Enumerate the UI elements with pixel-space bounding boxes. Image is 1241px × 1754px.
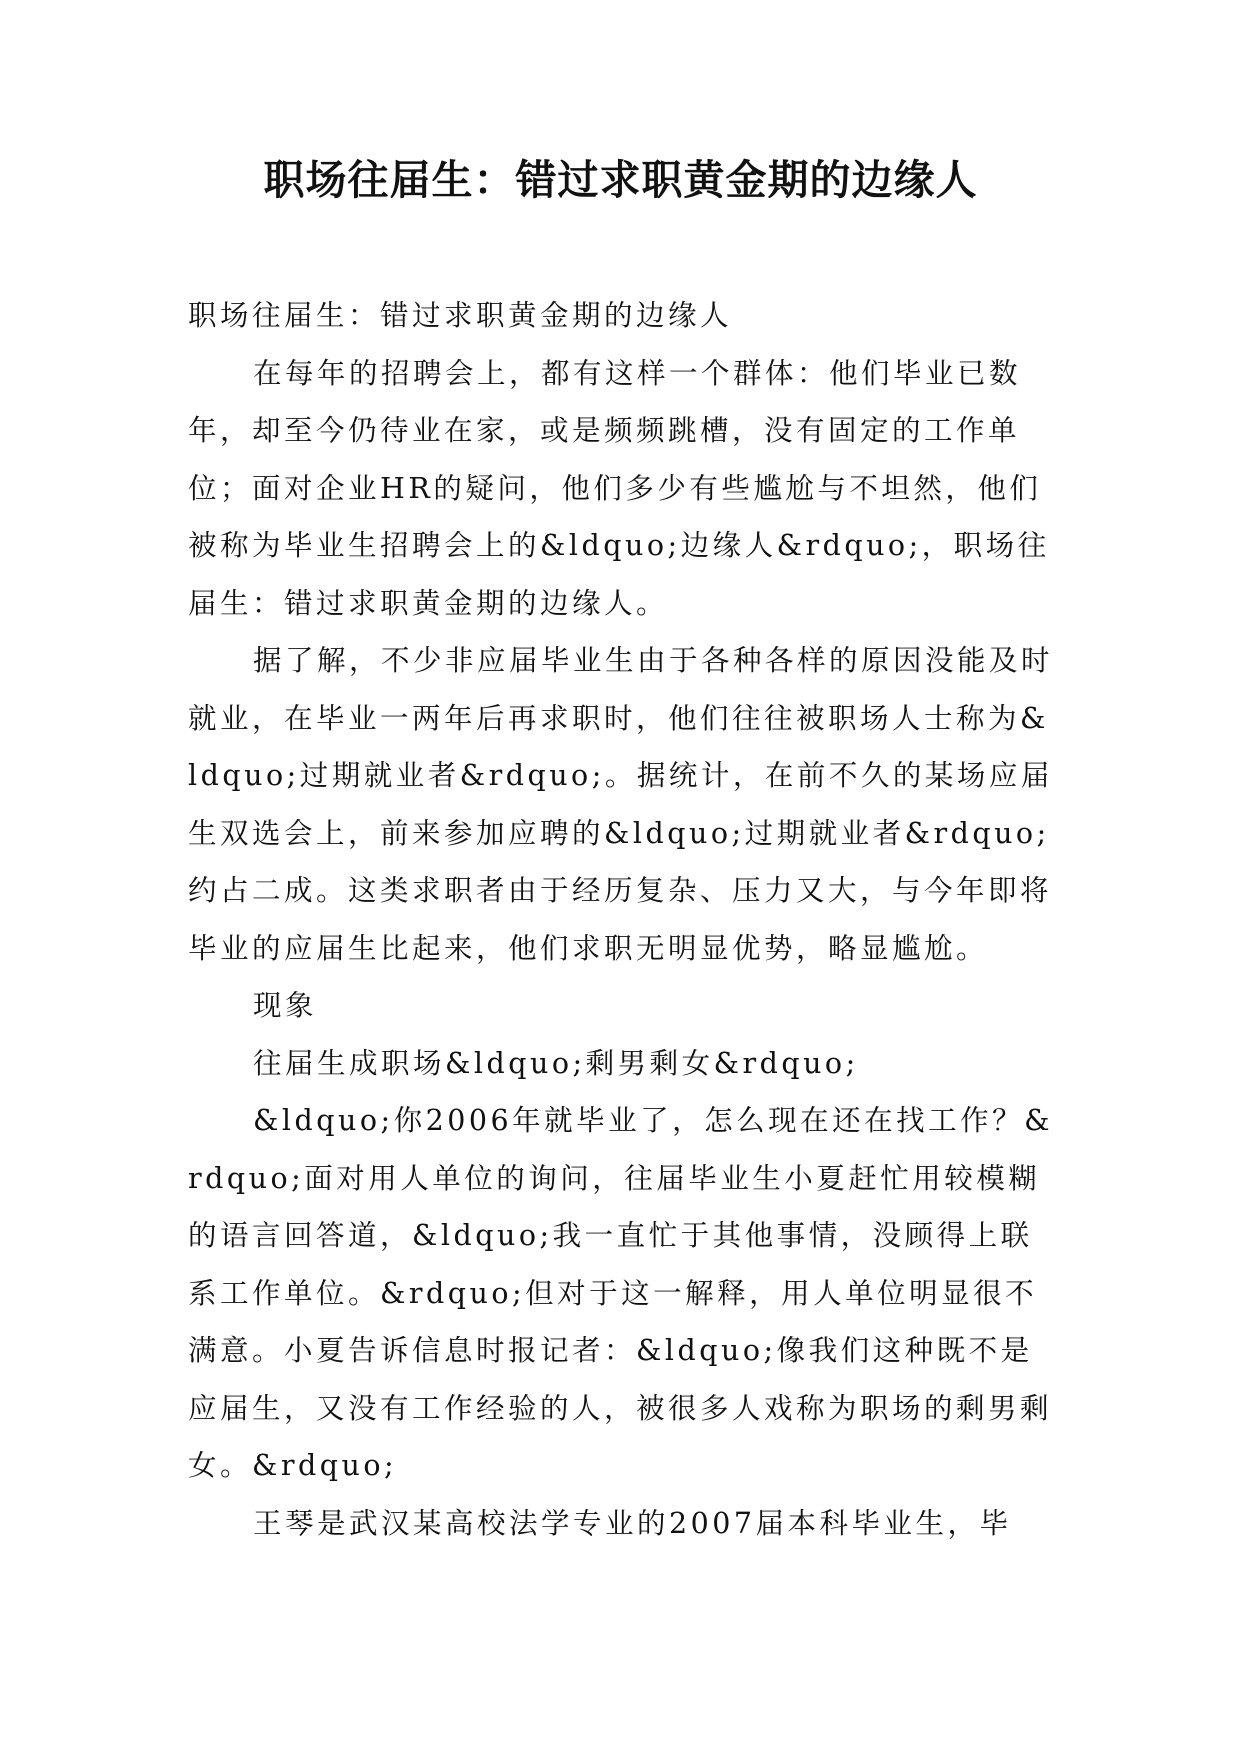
section-subheading: 往届生成职场&ldquo;剩男剩女&rdquo;: [253, 1046, 859, 1080]
body-paragraph-subtitle: 职场往届生：错过求职黄金期的边缘人: [188, 299, 733, 332]
section-heading: 现象: [253, 989, 318, 1022]
body-paragraph: &ldquo;你2006年就毕业了，怎么现在还在找工作？&rdquo;面对用人单位的询问，往届毕业生小夏赶忙用较模糊的语言回答道，&ldquo;我一直忙于其他事情，没顾得上联系工作单位。&rdquo;但对于这一解释，用人单位明显很不满意。小夏告诉信息时报记者：&ldquo;像我们这种既不是应届生，又没有工作经验的人，被很多人戏称为职场的剩男剩女。&rdquo;: [188, 1104, 1053, 1482]
document-body: [188, 287, 1058, 1552]
body-paragraph: 王琴是武汉某高校法学专业的2007届本科毕业生，毕: [253, 1506, 1012, 1540]
document-title: 职场往届生：错过求职黄金期的边缘人: [263, 156, 978, 204]
body-paragraph: 据了解，不少非应届毕业生由于各种各样的原因没能及时就业，在毕业一两年后再求职时，他们往往被职场人士称为&ldquo;过期就业者&rdquo;。据统计，在前不久的某场应届生双选会上，前来参加应聘的&ldquo;过期就业者&rdquo;约占二成。这类求职者由于经历复杂、压力又大，与今年即将毕业的应届生比起来，他们求职无明显优势，略显尴尬。: [188, 644, 1054, 965]
body-paragraph: 在每年的招聘会上，都有这样一个群体：他们毕业已数年，却至今仍待业在家，或是频频跳槽，没有固定的工作单位；面对企业HR的疑问，他们多少有些尴尬与不坦然，他们被称为毕业生招聘会上的&ldquo;边缘人&rdquo;，职场往届生：错过求职黄金期的边缘人。: [188, 356, 1050, 620]
